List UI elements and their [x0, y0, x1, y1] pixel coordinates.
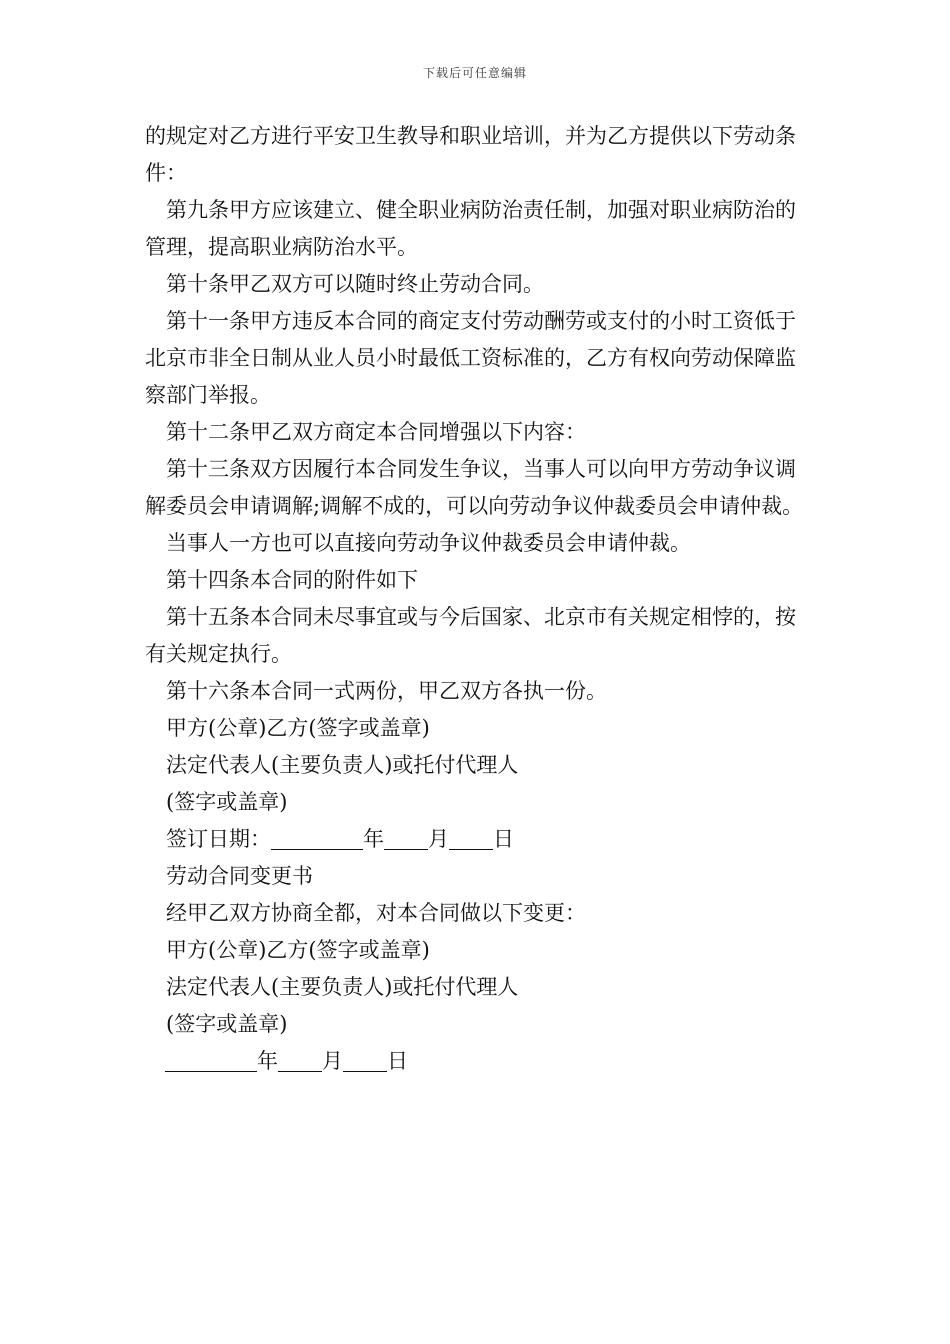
paragraph-continuation: 的规定对乙方进行平安卫生教导和职业培训，并为乙方提供以下劳动条件：: [145, 124, 796, 185]
day-blank[interactable]: [449, 825, 493, 850]
sign-date-label: 签订日期：: [166, 827, 271, 851]
year-label: 年: [363, 827, 384, 851]
page-header-note: 下载后可任意编辑: [422, 66, 527, 80]
change-section-intro: 经甲乙双方协商全都，对本合同做以下变更：: [166, 901, 586, 925]
paragraph-article-13: 第十三条双方因履行本合同发生争议，当事人可以向甲方劳动争议调解委员会申请调解;调解不成的，可以向劳动争议仲裁委员会申请仲裁。: [145, 457, 804, 518]
year-blank[interactable]: [271, 825, 363, 850]
month-label: 月: [428, 827, 449, 851]
paragraph-article-9: 第九条甲方应该建立、健全职业病防治责任制，加强对职业病防治的管理，提高职业病防治水平。: [145, 198, 796, 259]
change-representative-line: 法定代表人(主要负责人)或托付代理人: [166, 975, 519, 999]
change-section-title: 劳动合同变更书: [166, 864, 313, 888]
change-party-line: 甲方(公章)乙方(签字或盖章): [166, 938, 430, 962]
representative-line: 法定代表人(主要负责人)或托付代理人: [166, 753, 519, 777]
paragraph-arbitration: 当事人一方也可以直接向劳动争议仲裁委员会申请仲裁。: [166, 531, 691, 555]
paragraph-article-12: 第十二条甲乙双方商定本合同增强以下内容：: [166, 420, 586, 444]
paragraph-article-15: 第十五条本合同未尽事宜或与今后国家、北京市有关规定相悖的，按有关规定执行。: [145, 605, 796, 666]
signature-line: (签字或盖章): [166, 790, 288, 814]
change-day-blank[interactable]: [343, 1047, 387, 1072]
change-year-label: 年: [257, 1049, 278, 1073]
change-date-row: [145, 1043, 815, 1080]
change-year-blank[interactable]: [165, 1047, 257, 1072]
paragraph-article-16: 第十六条本合同一式两份，甲乙双方各执一份。: [166, 679, 607, 703]
month-blank[interactable]: [384, 825, 428, 850]
change-month-blank[interactable]: [278, 1047, 322, 1072]
change-signature-line: (签字或盖章): [166, 1012, 288, 1036]
sign-date-row: [145, 821, 815, 858]
day-label: 日: [493, 827, 514, 851]
paragraph-article-14: 第十四条本合同的附件如下: [166, 568, 418, 592]
document-body: [145, 118, 815, 1080]
paragraph-article-11: 第十一条甲方违反本合同的商定支付劳动酬劳或支付的小时工资低于北京市非全日制从业人员小时最低工资标准的，乙方有权向劳动保障监察部门举报。: [145, 309, 796, 407]
party-line: 甲方(公章)乙方(签字或盖章): [166, 716, 430, 740]
change-day-label: 日: [387, 1049, 408, 1073]
change-month-label: 月: [322, 1049, 343, 1073]
paragraph-article-10: 第十条甲乙双方可以随时终止劳动合同。: [166, 272, 544, 296]
